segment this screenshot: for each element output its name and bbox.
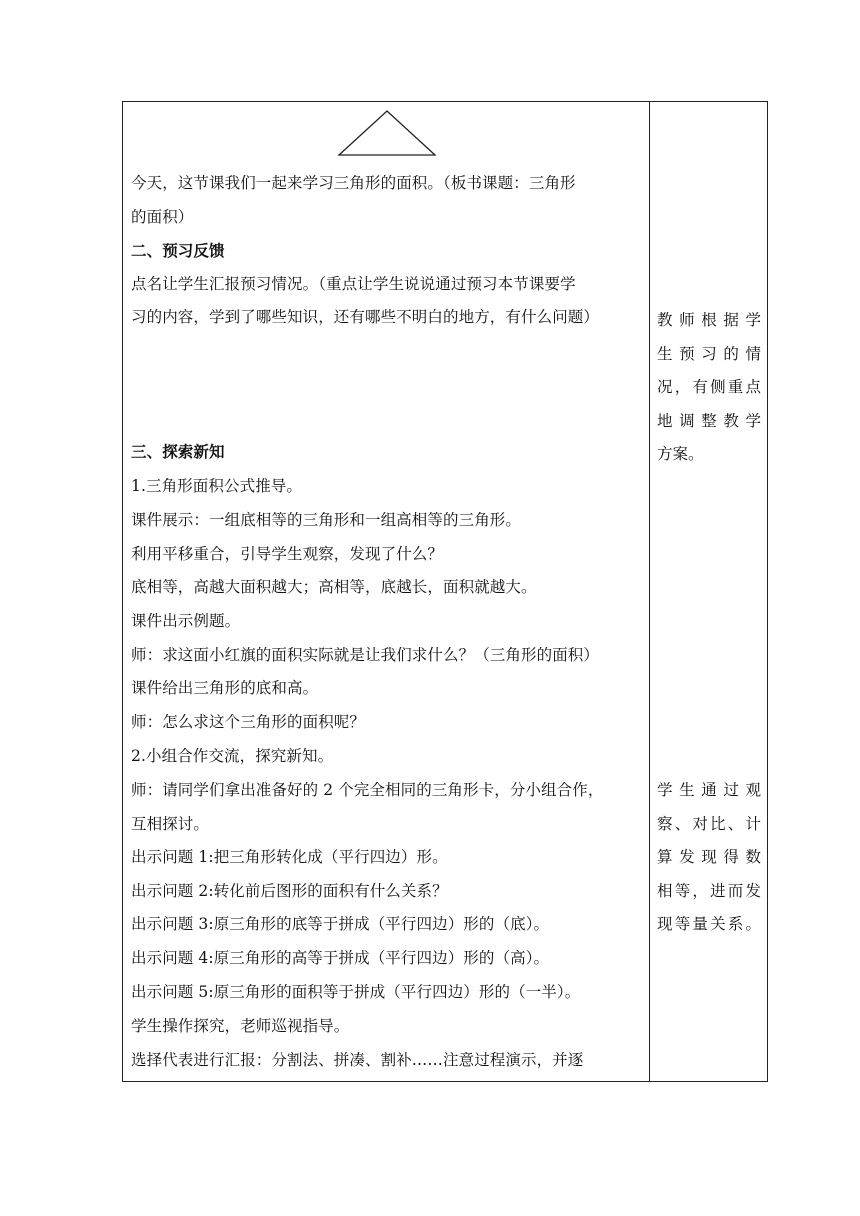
explore-line-1: 1.三角形面积公式推导。 [131,477,302,495]
question-1: 出示问题 1:把三角形转化成（平行四边）形。 [131,848,448,866]
explore-line-5: 课件出示例题。 [131,612,241,630]
preview-line-1: 点名让学生汇报预习情况。（重点让学生说说通过预习本节课要学 [131,275,576,293]
preview-line-2: 习的内容，学到了哪些知识，还有哪些不明白的地方，有什么问题） [131,308,600,326]
explore-line-6: 师：求这面小红旗的面积实际就是让我们求什么？（三角形的面积） [131,646,600,664]
side-note-1-line-5: 方案。 [657,445,704,463]
side-note-2-line-1: 学生通过观 [657,781,761,799]
explore-line-7: 课件给出三角形的底和高。 [131,679,319,697]
explore-line-3: 利用平移重合，引导学生观察，发现了什么？ [131,545,444,563]
side-note-1-line-1: 教师根据学 [657,311,761,329]
side-note-2-line-5: 现等量关系。 [657,915,761,933]
triangle-figure [336,108,438,158]
side-note-1-line-4: 地调整教学 [657,412,761,430]
question-2: 出示问题 2:转化前后图形的面积有什么关系？ [131,882,448,900]
side-note-2-line-2: 察、对比、计 [657,815,761,833]
explore-line-13: 选择代表进行汇报：分割法、拼凑、割补……注意过程演示，并逐 [131,1051,584,1069]
question-4: 出示问题 4:原三角形的高等于拼成（平行四边）形的（高）。 [131,949,550,967]
section-heading-preview: 二、预习反馈 [131,241,225,260]
side-note-1-line-3: 况，有侧重点 [657,378,761,396]
column-divider [649,101,650,1082]
side-note-2-line-3: 算发现得数 [657,848,761,866]
question-5: 出示问题 5:原三角形的面积等于拼成（平行四边）形的（一半）。 [131,983,581,1001]
side-note-1-line-2: 生预习的情 [657,345,761,363]
explore-line-8: 师：怎么求这个三角形的面积呢？ [131,713,366,731]
intro-line-1: 今天，这节课我们一起来学习三角形的面积。（板书课题：三角形 [131,174,576,192]
explore-line-10: 师：请同学们拿出准备好的 2 个完全相同的三角形卡，分小组合作， [131,781,604,799]
intro-line-2: 的面积） [131,208,194,226]
explore-line-2: 课件展示：一组底相等的三角形和一组高相等的三角形。 [131,511,522,529]
question-3: 出示问题 3:原三角形的底等于拼成（平行四边）形的（底）。 [131,915,550,933]
explore-line-9: 2.小组合作交流，探究新知。 [131,747,334,765]
explore-line-11: 互相探讨。 [131,815,210,833]
side-note-2-line-4: 相等，进而发 [657,882,761,900]
section-heading-explore: 三、探索新知 [131,442,225,461]
explore-line-4: 底相等，高越大面积越大；高相等，底越长，面积就越大。 [131,578,537,596]
explore-line-12: 学生操作探究，老师巡视指导。 [131,1017,350,1035]
